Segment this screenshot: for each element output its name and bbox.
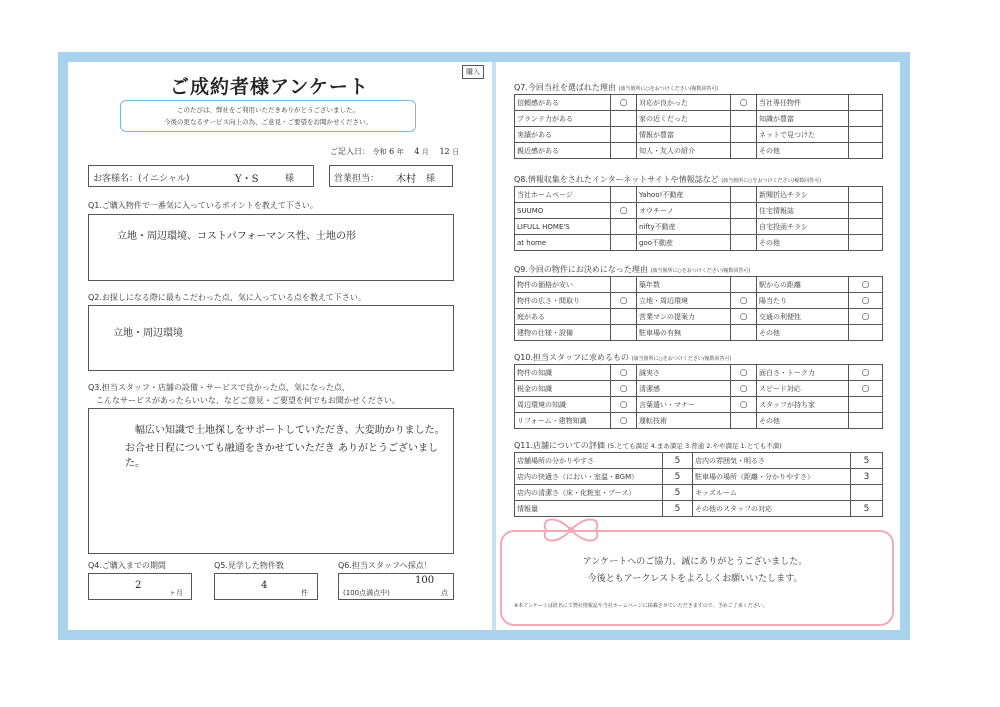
q6-answer-box <box>338 573 454 600</box>
q7-note: (該当箇所に○をおつけください/複数回答可) <box>618 86 719 92</box>
q10-row <box>515 365 883 381</box>
center-divider <box>492 62 496 630</box>
date-month-unit: 月 <box>421 148 429 156</box>
thank-you-line-2: 今後ともアークレストをよろしくお願いいたします。 <box>587 574 803 584</box>
q9-option-mark: ○ <box>849 277 883 293</box>
q10-option-mark: ○ <box>731 381 757 397</box>
q9-option-mark <box>849 325 883 341</box>
q7-option-label: ブランド力がある <box>515 111 611 127</box>
q5-unit: 件 <box>301 589 308 597</box>
q9-option-label: その他 <box>757 325 849 341</box>
date-year-unit: 年 <box>396 148 404 156</box>
q3-answer-line-1: 幅広い知識で土地探しをサポートしていただき、大変助かりました。 <box>135 425 445 436</box>
q8-option-label: その他 <box>757 235 849 251</box>
q9-row <box>515 309 883 325</box>
q7-option-mark <box>611 111 637 127</box>
q6-value: 100 <box>415 575 435 586</box>
date-day-unit: 日 <box>452 148 460 156</box>
date-day: 12 <box>439 147 450 156</box>
q10-row <box>515 381 883 397</box>
q7-option-label: 知人・友人の紹介 <box>637 143 731 159</box>
q11-option-label: 駐車場の場所（距離・分かりやすさ） <box>693 469 851 485</box>
q9-table <box>514 276 883 341</box>
q10-option-label: 誠実さ <box>637 365 731 381</box>
date-era: 令和 <box>372 148 387 156</box>
q11-option-mark: 5 <box>851 501 883 517</box>
survey-sheet <box>68 62 900 630</box>
q10-table <box>514 364 883 429</box>
q9-option-label: 物件の価格が安い <box>515 277 611 293</box>
q6-label: Q6.担当スタッフへ採点！ <box>338 561 432 570</box>
q9-option-mark: ○ <box>849 293 883 309</box>
q8-option-mark <box>731 187 757 203</box>
q10-option-mark: ○ <box>731 365 757 381</box>
publication-note: ※本アンケートは匿名にて弊社情報誌や当社ホームページに掲載させていただきますので、予めご了承ください。 <box>514 603 768 609</box>
q7-option-label: ネットで見つけた <box>757 127 849 143</box>
q11-option-mark: 5 <box>663 453 693 469</box>
q7-question: Q7.今回当社を選ばれた理由 <box>514 83 616 92</box>
q4-unit: ヶ月 <box>169 589 183 597</box>
q7-option-mark: ○ <box>611 95 637 111</box>
customer-name-field <box>88 165 314 187</box>
date-label: ご記入日： <box>330 147 370 156</box>
date-year: 6 <box>389 147 395 156</box>
q11-row <box>515 469 883 485</box>
q10-question: Q10.担当スタッフに求めるもの <box>514 353 630 362</box>
q8-option-label: 住宅情報誌 <box>757 203 849 219</box>
q10-row <box>515 413 883 429</box>
q9-row <box>515 277 883 293</box>
q4-label: Q4.ご購入までの期間 <box>88 561 166 570</box>
q3-question-line-1: Q3.担当スタッフ・店舗の設備・サービスで良かった点、気になった点、 <box>88 383 350 392</box>
q7-row <box>515 127 883 143</box>
q8-row <box>515 235 883 251</box>
q11-option-label: 店舗場所の分かりやすさ <box>515 453 663 469</box>
q9-row <box>515 293 883 309</box>
q8-note: (該当箇所に○をおつけください/複数回答可) <box>721 178 822 184</box>
q7-option-mark <box>611 143 637 159</box>
q7-option-mark <box>849 95 883 111</box>
q8-option-mark <box>849 203 883 219</box>
q8-option-label: LIFULL HOME'S <box>515 219 611 235</box>
q8-option-mark <box>731 203 757 219</box>
purchase-tag: 購入 <box>462 65 484 79</box>
q10-option-mark: ○ <box>849 365 883 381</box>
q1-answer-box <box>88 214 454 281</box>
q7-option-label: 対応が良かった <box>637 95 731 111</box>
staff-value: 木村 <box>396 174 416 185</box>
q9-option-mark <box>611 277 637 293</box>
q8-option-mark <box>849 235 883 251</box>
q10-option-label: 清潔感 <box>637 381 731 397</box>
q7-option-label: 家の近くだった <box>637 111 731 127</box>
q10-option-label: 税金の知識 <box>515 381 611 397</box>
q11-option-mark: 5 <box>663 469 693 485</box>
q8-heading <box>514 174 821 185</box>
q11-option-label: 店内の雰囲気・明るさ <box>693 453 851 469</box>
q8-option-mark <box>849 187 883 203</box>
q11-option-label: キッズルーム <box>693 485 851 501</box>
q9-option-mark <box>611 309 637 325</box>
q5-value: 4 <box>261 580 268 591</box>
q8-option-label: オウチーノ <box>637 203 731 219</box>
q7-option-label: 情報が豊富 <box>637 127 731 143</box>
q11-option-label: 情報量 <box>515 501 663 517</box>
q11-table <box>514 452 883 517</box>
q8-table <box>514 186 883 251</box>
q8-option-label: SUUMO <box>515 203 611 219</box>
q6-note: (100点満点中) <box>343 589 390 597</box>
date-line <box>330 146 459 157</box>
q2-answer-box <box>88 305 454 371</box>
q7-option-label: 当社専任物件 <box>757 95 849 111</box>
q10-option-label: スピード対応 <box>757 381 849 397</box>
q11-option-mark: 3 <box>851 469 883 485</box>
intro-line-2: 今後の更なるサービス向上の為、ご意見・ご要望をお聞かせください。 <box>164 118 372 126</box>
q9-note: (該当箇所に○をおつけください/複数回答可) <box>650 268 751 274</box>
q7-row <box>515 95 883 111</box>
q9-option-mark <box>731 277 757 293</box>
q9-option-label: 交通の利便性 <box>757 309 849 325</box>
q10-option-mark <box>849 397 883 413</box>
staff-suffix: 様 <box>426 174 436 184</box>
q11-row <box>515 485 883 501</box>
q7-option-mark <box>849 111 883 127</box>
q10-option-label: スタッフが持ち家 <box>757 397 849 413</box>
survey-sheet-frame <box>58 52 910 640</box>
q7-option-label: 信頼感がある <box>515 95 611 111</box>
q11-option-label: 店内の清潔さ（床・化粧室・ブース） <box>515 485 663 501</box>
q9-option-label: 駅からの距離 <box>757 277 849 293</box>
q10-option-label: 物件の知識 <box>515 365 611 381</box>
q8-option-mark <box>611 219 637 235</box>
q10-option-mark: ○ <box>611 397 637 413</box>
q7-row <box>515 111 883 127</box>
q7-option-label: 知識が豊富 <box>757 111 849 127</box>
q9-option-label: 営業マンの提案力 <box>637 309 731 325</box>
q9-question: Q9.今回の物件にお決めになった理由 <box>514 265 648 274</box>
thank-you-text <box>500 554 890 588</box>
q8-option-mark <box>611 235 637 251</box>
q9-option-mark: ○ <box>731 293 757 309</box>
q8-question: Q8.情報収集をされたインターネットサイトや情報誌など <box>514 175 719 184</box>
q9-option-mark: ○ <box>849 309 883 325</box>
q8-option-label: 自宅投函チラシ <box>757 219 849 235</box>
q7-option-mark: ○ <box>731 95 757 111</box>
q1-question: Q1.ご購入物件で一番気に入っているポイントを教えて下さい。 <box>88 201 318 210</box>
staff-field <box>329 165 453 187</box>
q8-option-label: 新聞折込チラシ <box>757 187 849 203</box>
q3-answer-box <box>88 408 454 554</box>
q10-option-mark: ○ <box>611 365 637 381</box>
q4-answer-box <box>88 573 192 600</box>
q8-option-mark: ○ <box>611 203 637 219</box>
q5-answer-box <box>214 573 318 600</box>
q9-option-label: 建物の仕様・設備 <box>515 325 611 341</box>
q10-note: (該当箇所に○をおつけください/複数回答可) <box>631 356 732 362</box>
q4-value: 2 <box>135 580 142 591</box>
thank-you-line-1: アンケートへのご協力、誠にありがとうございました。 <box>582 557 808 567</box>
q10-option-label: 面白さ・トーク力 <box>757 365 849 381</box>
q2-question: Q2.お探しになる際に最もこだわった点、気に入っている点を教えて下さい。 <box>88 293 366 302</box>
q7-option-mark <box>849 143 883 159</box>
q7-option-mark <box>731 143 757 159</box>
q8-row <box>515 203 883 219</box>
page-title: ご成約者様アンケート <box>170 76 369 98</box>
q7-heading <box>514 82 718 93</box>
q2-answer: 立地・周辺環境 <box>113 328 183 339</box>
q9-option-label: 築年数 <box>637 277 731 293</box>
q11-option-mark: 5 <box>663 485 693 501</box>
q11-option-label: その他のスタッフの対応 <box>693 501 851 517</box>
q7-option-mark <box>849 127 883 143</box>
q10-row <box>515 397 883 413</box>
q8-option-label: 当社ホームページ <box>515 187 611 203</box>
q10-heading <box>514 352 731 363</box>
q9-option-mark: ○ <box>611 293 637 309</box>
q10-option-label: その他 <box>757 413 849 429</box>
q11-option-mark: 5 <box>663 501 693 517</box>
q10-option-mark: ○ <box>611 381 637 397</box>
q9-row <box>515 325 883 341</box>
q9-option-mark: ○ <box>731 309 757 325</box>
q1-answer: 立地・周辺環境、コストパフォーマンス性、土地の形 <box>117 231 356 242</box>
q9-option-mark <box>731 325 757 341</box>
q11-option-mark: 5 <box>851 453 883 469</box>
q10-option-mark: ○ <box>849 381 883 397</box>
q3-answer-line-2: お合せ日程についても融通をきかせていただき ありがとうございました。 <box>125 443 438 469</box>
q7-row <box>515 143 883 159</box>
q10-option-label: 運転技術 <box>637 413 731 429</box>
intro-box <box>120 100 416 132</box>
customer-value: Y・S <box>235 174 259 185</box>
q7-option-mark <box>611 127 637 143</box>
q11-row <box>515 453 883 469</box>
q11-heading <box>514 440 782 451</box>
q8-option-label: goo不動産 <box>637 235 731 251</box>
date-month: 4 <box>414 147 420 156</box>
q10-option-mark: ○ <box>611 413 637 429</box>
q8-option-mark <box>731 219 757 235</box>
q10-option-mark: ○ <box>731 397 757 413</box>
q3-question-line-2: こんなサービスがあったらいいな、などご意見・ご要望を何でもお聞かせください。 <box>96 396 400 405</box>
staff-label: 営業担当： <box>334 174 380 184</box>
q9-option-label: 駐車場の有無 <box>637 325 731 341</box>
intro-line-1: このたびは、弊社をご利用いただきありがとうございました。 <box>177 106 359 114</box>
q9-option-label: 物件の広さ・間取り <box>515 293 611 309</box>
q10-option-mark <box>731 413 757 429</box>
q7-option-label: その他 <box>757 143 849 159</box>
q11-scale: (5.とても満足 4.まあ満足 3.普通 2.やや満足 1.とても不満) <box>607 442 782 450</box>
q9-option-mark <box>611 325 637 341</box>
q8-option-mark <box>849 219 883 235</box>
q7-option-mark <box>731 111 757 127</box>
q8-row <box>515 219 883 235</box>
q9-heading <box>514 264 750 275</box>
q10-option-label: 言葉遣い・マナー <box>637 397 731 413</box>
q10-option-label: リフォーム・建物知識 <box>515 413 611 429</box>
customer-label: お客様名：(イニシャル) <box>93 174 190 184</box>
q7-option-label: 親近感がある <box>515 143 611 159</box>
q5-label: Q5.見学した物件数 <box>214 561 284 570</box>
q10-option-mark <box>849 413 883 429</box>
ribbon-bow-icon <box>536 512 606 548</box>
q11-option-label: 店内の快適さ（におい・室温・BGM） <box>515 469 663 485</box>
q8-option-label: Yahoo!不動産 <box>637 187 731 203</box>
q6-unit: 点 <box>441 589 448 597</box>
q9-option-label: 庭がある <box>515 309 611 325</box>
q11-option-mark <box>851 485 883 501</box>
q7-option-label: 実績がある <box>515 127 611 143</box>
q10-option-label: 周辺環境の知識 <box>515 397 611 413</box>
q8-option-mark <box>731 235 757 251</box>
q8-option-label: nifty不動産 <box>637 219 731 235</box>
q9-option-label: 立地・周辺環境 <box>637 293 731 309</box>
q7-table <box>514 94 883 159</box>
q8-row <box>515 187 883 203</box>
q9-option-label: 陽当たり <box>757 293 849 309</box>
q11-question: Q11.店舗についての評価 <box>514 441 605 450</box>
q7-option-mark <box>731 127 757 143</box>
q8-option-label: at home <box>515 235 611 251</box>
q8-option-mark <box>611 187 637 203</box>
customer-suffix: 様 <box>285 174 295 184</box>
